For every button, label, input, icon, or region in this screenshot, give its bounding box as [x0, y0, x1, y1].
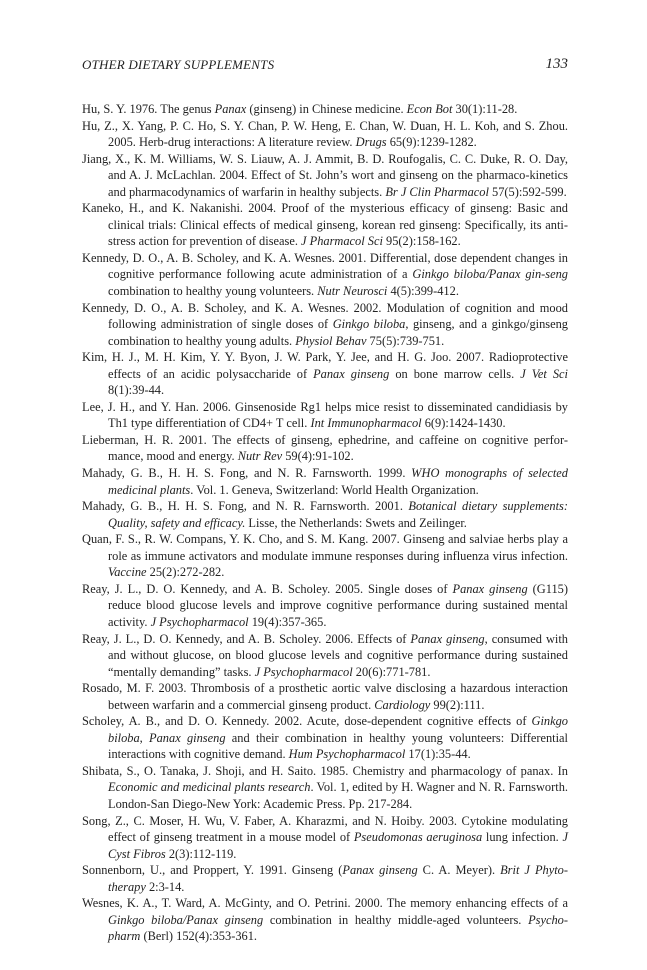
reference-text: Kennedy, D. O., A. B. Scholey, and K. A. Wesnes. 2001. Differential, dose dependent changes in cognitive performance following acute administration of a [82, 250, 568, 282]
reference-italic-text: Economic and medicinal plants research [108, 780, 311, 795]
reference-text: Lisse, the Netherlands: Swets and Zeilinger. [245, 515, 467, 530]
reference-text: 4(5):399-412. [387, 284, 459, 299]
reference-text: , [139, 730, 150, 745]
reference-text: combination to healthy young volunteers. [108, 284, 318, 299]
reference-text: Wesnes, K. A., T. Ward, A. McGinty, and O. Petrini. 2000. The memory enhancing effects of a [82, 896, 568, 911]
reference-text: Sonnenborn, U., and Proppert, Y. 1991. Ginseng ( [82, 863, 343, 878]
reference-italic-text: Int Immunopharmacol [310, 416, 422, 431]
reference-text: (G115) reduce blood glucose levels and improve cognitive performance during sustained mental activity. [108, 581, 568, 629]
reference-entry [82, 680, 568, 713]
reference-italic-text: Nutr Rev [237, 449, 283, 464]
reference-text: 99(2):111. [430, 697, 485, 712]
reference-text: on bone marrow cells. [389, 366, 521, 381]
reference-italic-text: J Vet Sci [520, 366, 568, 381]
reference-text: 75(5):739-751. [366, 333, 445, 348]
reference-italic-text: J Pharmacol Sci [301, 234, 383, 249]
reference-text: (ginseng) in Chinese medicine. [246, 102, 407, 116]
reference-text: Quan, F. S., R. W. Compans, Y. K. Cho, and S. M. Kang. 2007. Ginseng and salviae herbs play a role as immune activators and modulate immune responses during influenza virus infection. [82, 532, 568, 563]
reference-entry [82, 200, 568, 250]
reference-text: 25(2):272-282. [146, 565, 225, 580]
reference-text: 2(3):112-119. [165, 846, 237, 861]
reference-text: and their combination in healthy young volunteers: Differential interactions with cognitive demand. [108, 730, 568, 762]
reference-text: combination in healthy middle-aged volunteers. [263, 912, 529, 927]
reference-entry [82, 432, 568, 465]
running-head: OTHER DIETARY SUPPLEMENTS [82, 57, 275, 72]
reference-italic-text: Ginkgo biloba/Panax gin-seng [412, 267, 568, 282]
reference-text: Song, Z., C. Moser, H. Wu, V. Faber, A. Kharazmi, and N. Hoiby. 2003. Cytokine modulating effect of ginseng treatment in a mouse model of [82, 813, 568, 845]
reference-entry [82, 250, 568, 300]
reference-list [82, 101, 568, 945]
reference-entry [82, 118, 568, 151]
reference-italic-text: Br J Clin Pharmacol [385, 184, 489, 199]
reference-entry [82, 151, 568, 201]
reference-text: . Vol. 1, edited by H. Wagner and N. R. Farnsworth. London-San Diego-New York: Academic Press. Pp. 217-284. [108, 780, 568, 811]
reference-text: C. A. Meyer). [417, 863, 501, 878]
reference-text: , consumed with and without glucose, on blood glucose levels and cognitive performance during sustained “mentally demanding” tasks. [108, 631, 568, 679]
reference-text: Lieberman, H. R. 2001. The effects of ginseng, ephedrine, and caffeine on cognitive perfor-mance, mood and energy. [82, 432, 568, 464]
reference-entry [82, 349, 568, 399]
reference-text: Kennedy, D. O., A. B. Scholey, and K. A. Wesnes. 2002. Modulation of cognition and mood following administration of single doses of [82, 300, 568, 332]
reference-entry [82, 101, 568, 118]
reference-italic-text: Panax [214, 102, 247, 116]
reference-text: 6(9):1424-1430. [421, 416, 506, 431]
reference-italic-text: Ginkgo biloba [108, 714, 568, 745]
reference-text: lung infection. [482, 830, 563, 845]
reference-italic-text: Panax ginseng [342, 863, 418, 878]
reference-text: Hu, S. Y. 1976. The genus [82, 102, 215, 116]
reference-italic-text: J Cyst Fibros [108, 830, 568, 861]
reference-text: Kaneko, H., and K. Nakanishi. 2004. Proof of the mysterious efficacy of ginseng: Basic and clinical trials: Clinical effects of medical ginseng, korean red ginseng: Specifically, its anti-stress action for prevention of disease. [82, 201, 568, 249]
reference-entry [82, 581, 568, 631]
reference-text: Reay, J. L., D. O. Kennedy, and A. B. Scholey. 2006. Effects of [82, 631, 411, 646]
reference-entry [82, 498, 568, 531]
reference-italic-text: Ginkgo biloba [332, 317, 406, 332]
reference-italic-text: Econ Bot [406, 102, 453, 116]
reference-italic-text: Vaccine [108, 565, 147, 580]
reference-entry [82, 862, 568, 895]
reference-text: Mahady, G. B., H. H. S. Fong, and N. R. Farnsworth. 1999. [82, 466, 412, 481]
reference-text: 59(4):91-102. [282, 449, 354, 464]
reference-text: 20(6):771-781. [352, 664, 431, 679]
reference-text: Mahady, G. B., H. H. S. Fong, and N. R. Farnsworth. 2001. [82, 499, 409, 514]
reference-italic-text: Pseudomonas aeruginosa [353, 830, 483, 845]
reference-text: 65(9):1239-1282. [386, 135, 477, 150]
reference-italic-text: J Psychopharmacol [150, 614, 249, 629]
reference-text: 95(2):158-162. [382, 234, 461, 249]
reference-text: Reay, J. L., D. O. Kennedy, and A. B. Scholey. 2005. Single doses of [82, 581, 453, 596]
reference-italic-text: Physiol Behav [295, 333, 367, 348]
reference-italic-text: Botanical dietary supplements: Quality, safety and efficacy. [108, 499, 568, 530]
reference-text: 17(1):35-44. [405, 747, 471, 762]
reference-text: Scholey, A. B., and D. O. Kennedy. 2002. Acute, dose-dependent cognitive effects of [82, 714, 532, 729]
reference-italic-text: Panax ginseng [410, 631, 485, 646]
reference-italic-text: Nutr Neurosci [317, 284, 388, 299]
reference-italic-text: Drugs [355, 135, 387, 150]
reference-entry [82, 895, 568, 945]
reference-italic-text: Hum Psychopharmacol [288, 747, 406, 762]
reference-text: 8(1):39-44. [108, 383, 165, 398]
reference-text: . Vol. 1. Geneva, Switzerland: World Health Organization. [190, 482, 479, 497]
reference-text: Jiang, X., K. M. Williams, W. S. Liauw, A. J. Ammit, B. D. Roufogalis, C. C. Duke, R. O. Day, and A. J. McLachlan. 2004. Effect of St. John’s wort and ginseng on the pharmaco-kinetics and pharmacodynamics of warfarin in healthy subjects. [82, 151, 568, 199]
reference-entry [82, 399, 568, 432]
reference-italic-text: Brit J Phyto-therapy [108, 863, 568, 894]
reference-entry [82, 531, 568, 581]
reference-entry [82, 713, 568, 763]
reference-text: 30(1):11-28. [452, 102, 518, 116]
reference-entry [82, 631, 568, 681]
page-number: 133 [545, 56, 568, 72]
reference-text: Shibata, S., O. Tanaka, J. Shoji, and H. Saito. 1985. Chemistry and pharmacology of panax. In [82, 763, 568, 778]
reference-text: Rosado, M. F. 2003. Thrombosis of a prosthetic aortic valve disclosing a hazardous interaction between warfarin and a commercial ginseng product. [82, 681, 568, 712]
reference-italic-text: Panax ginseng [452, 581, 528, 596]
reference-text: Kim, H. J., M. H. Kim, Y. Y. Byon, J. W. Park, Y. Jee, and H. G. Joo. 2007. Radioprotective effects of an acidic polysaccharide of [82, 350, 568, 381]
page-header [82, 57, 568, 77]
reference-text: Hu, Z., X. Yang, P. C. Ho, S. Y. Chan, P. W. Heng, E. Chan, W. Duan, H. L. Koh, and S. Zhou. 2005. Herb-drug interactions: A literature review. [82, 118, 568, 150]
reference-italic-text: Cardiology [374, 697, 431, 712]
reference-text: Lee, J. H., and Y. Han. 2006. Ginsenoside Rg1 helps mice resist to disseminated candidiasis by Th1 type differentiation of CD4+ T cell. [82, 399, 568, 431]
reference-entry [82, 465, 568, 498]
reference-entry [82, 300, 568, 350]
reference-italic-text: J Psychopharmacol [254, 664, 353, 679]
reference-text: 57(5):592-599. [488, 184, 567, 199]
reference-italic-text: Panax ginseng [149, 730, 226, 745]
reference-text: 19(4):357-365. [248, 614, 327, 629]
reference-italic-text: WHO monographs of selected medicinal plants [108, 466, 568, 497]
reference-text: 2:3-14. [145, 879, 185, 894]
reference-text: (Berl) 152(4):353-361. [140, 929, 258, 944]
reference-entry [82, 763, 568, 813]
reference-italic-text: Panax ginseng [313, 366, 390, 381]
reference-italic-text: Ginkgo biloba/Panax ginseng [108, 912, 264, 927]
reference-text: , ginseng, and a ginkgo/ginseng combination to healthy young adults. [108, 317, 568, 348]
reference-italic-text: Psycho-pharm [108, 912, 568, 944]
reference-entry [82, 813, 568, 863]
